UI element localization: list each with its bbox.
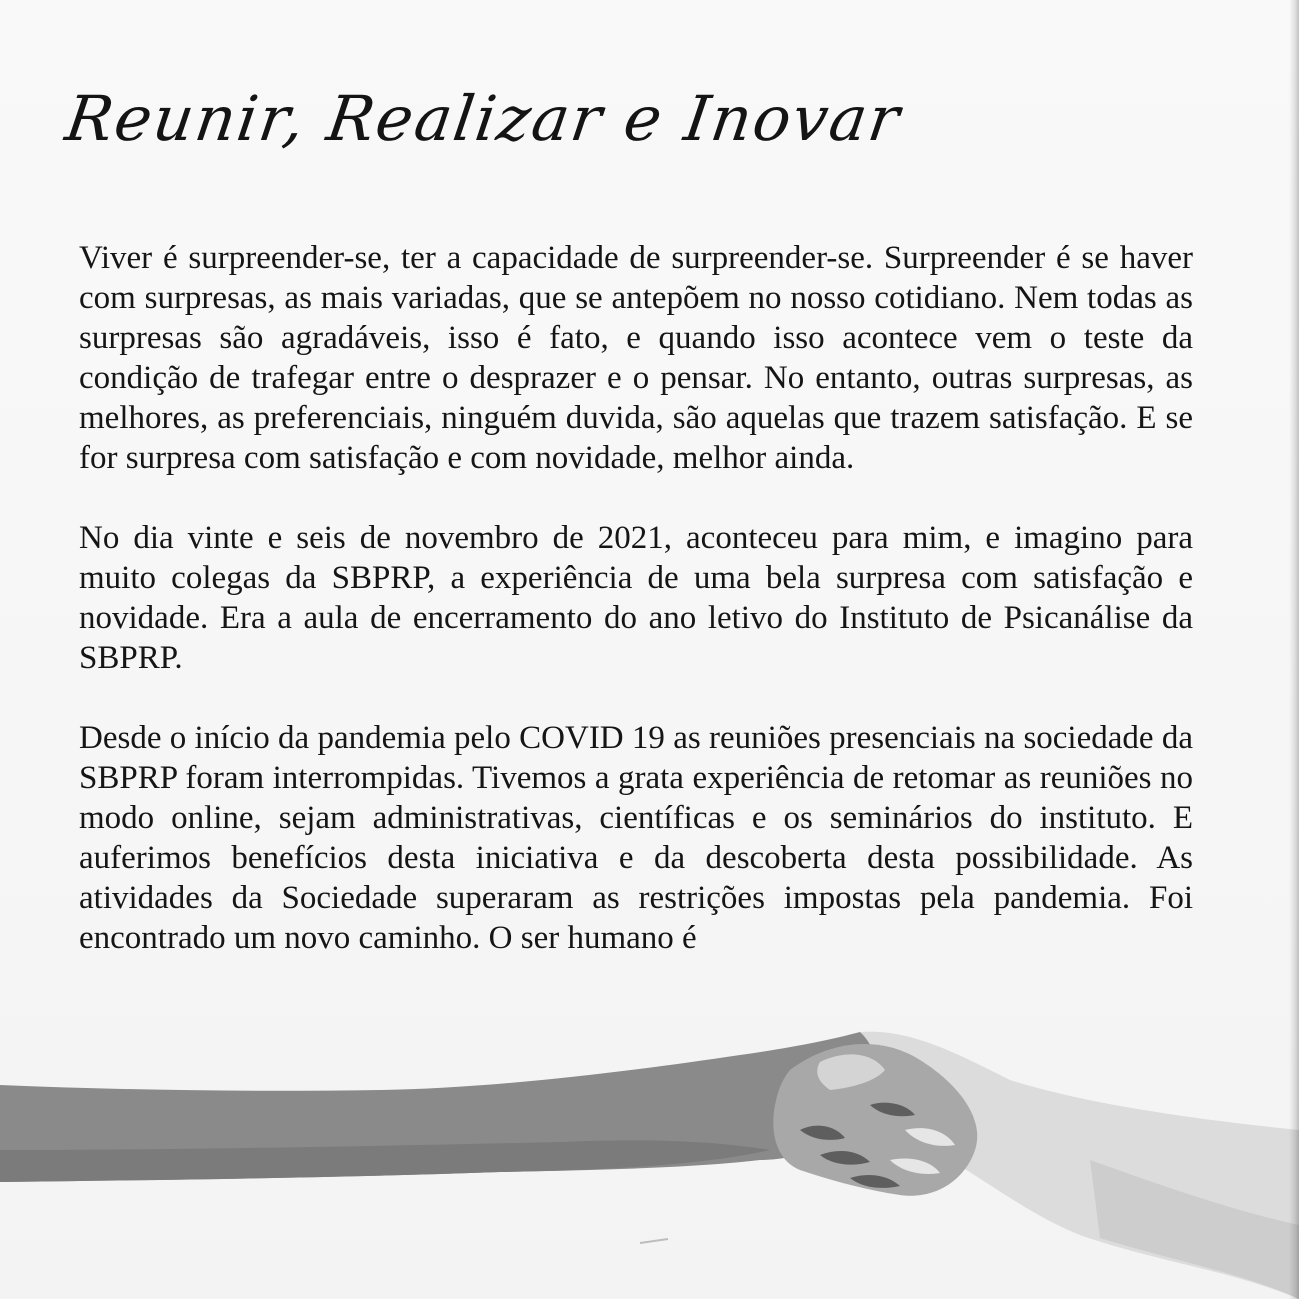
paragraph-2: No dia vinte e seis de novembro de 2021, aconteceu para mim, e imagino para muito colegas da SBPRP, a experiência de uma bela surpresa com satisfação e novidade. Era a aula de encerramento do ano letivo do Instituto de Psicanálise da SBPRP. — [79, 520, 1193, 676]
page-edge-shadow — [1289, 0, 1299, 1299]
body-text — [79, 238, 1193, 958]
handshake-illustration — [0, 1010, 1299, 1299]
paragraph-3: Desde o início da pandemia pelo COVID 19 as reuniões presenciais na sociedade da SBPRP foram interrompidas. Tivemos a grata experiência de retomar as reuniões no modo online, sejam administrativas, científicas e os seminários do instituto. E auferimos benefícios desta iniciativa e da descoberta desta possibilidade. As atividades da Sociedade superaram as restrições impostas pela pandemia. Foi encontrado um novo caminho. O ser humano é — [79, 720, 1193, 956]
paragraph-1: Viver é surpreender-se, ter a capacidade de surpreender-se. Surpreender é se haver com surpresas, as mais variadas, que se antepõem no nosso cotidiano. Nem todas as surpresas são agradáveis, isso é fato, e quando isso acontece vem o teste da condição de trafegar entre o desprazer e o pensar. No entanto, outras surpresas, as melhores, as preferenciais, ninguém duvida, são aquelas que trazem satisfação. E se for surpresa com satisfação e com novidade, melhor ainda. — [79, 240, 1193, 476]
page-title: Reunir, Realizar e Inovar — [61, 82, 906, 155]
pencil-stroke — [640, 1239, 668, 1243]
